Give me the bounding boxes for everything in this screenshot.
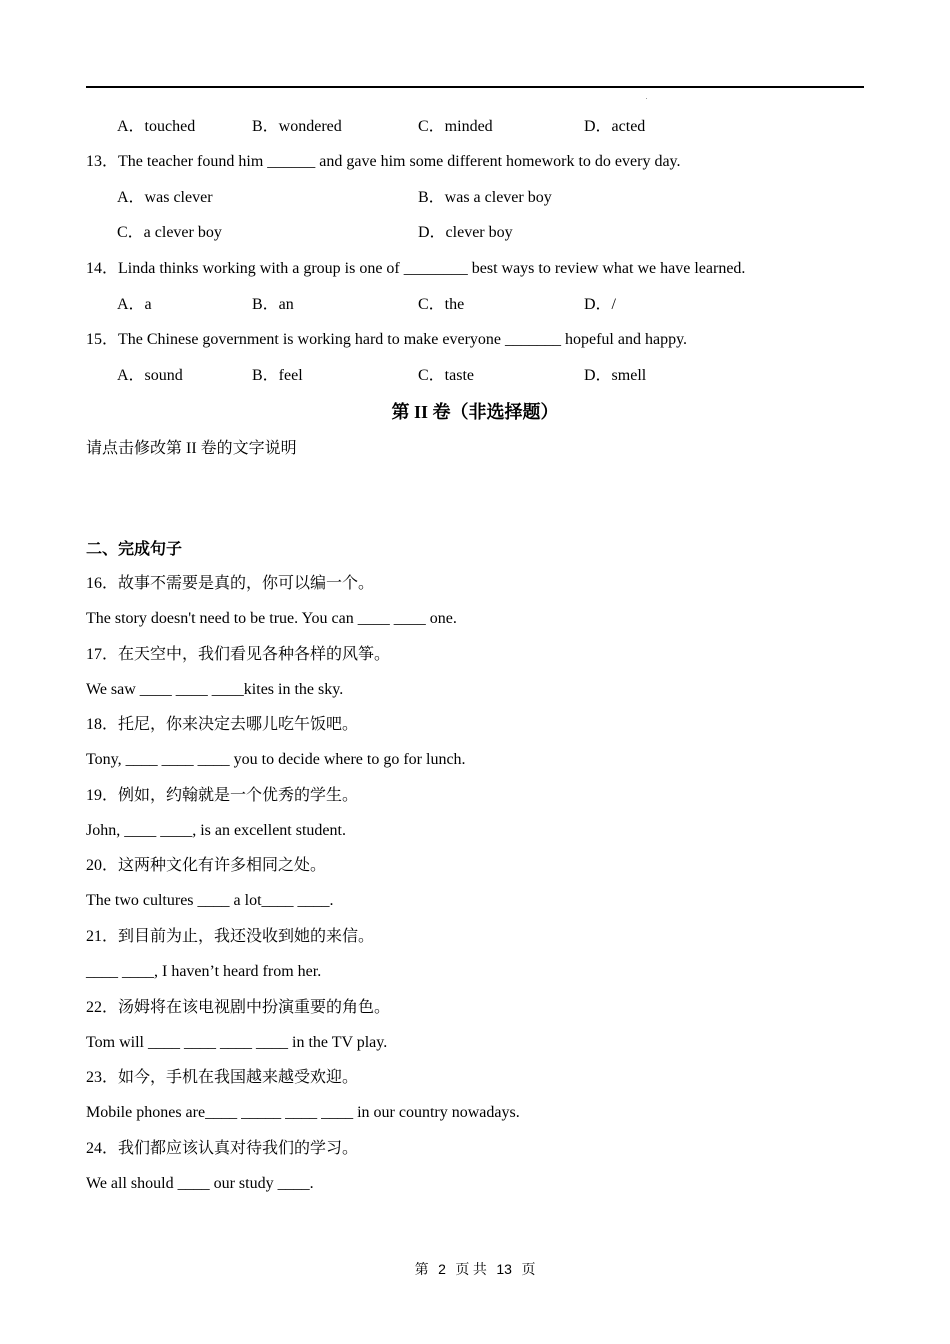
footer-prefix: 第 bbox=[414, 1263, 429, 1278]
q23-chinese: 23．如今，手机在我国越来越受欢迎。 bbox=[86, 1069, 359, 1086]
q16-english: The story doesn't need to be true. You can ____ ____ one. bbox=[86, 610, 457, 627]
section-heading: 二、完成句子 bbox=[86, 541, 183, 558]
q22-english: Tom will ____ ____ ____ ____ in the TV play. bbox=[86, 1034, 388, 1051]
q16-chinese: 16．故事不需要是真的，你可以编一个。 bbox=[86, 575, 375, 592]
q12-option-b: B．wondered bbox=[252, 118, 342, 135]
q23-english: Mobile phones are____ _____ ____ ____ in our country nowadays. bbox=[86, 1104, 520, 1121]
q15-option-a: A．sound bbox=[117, 367, 183, 384]
q21-english: ____ ____, I haven’t heard from her. bbox=[86, 963, 322, 980]
q20-english: The two cultures ____ a lot____ ____. bbox=[86, 892, 334, 909]
footer-suffix: 页 bbox=[521, 1263, 536, 1278]
q14-option-b: B．an bbox=[252, 296, 294, 313]
footer-page-number: 2 bbox=[438, 1261, 446, 1277]
section-note[interactable]: 请点击修改第 II 卷的文字说明 bbox=[86, 440, 297, 457]
q18-chinese: 18．托尼，你来决定去哪儿吃午饭吧。 bbox=[86, 716, 359, 733]
q22-chinese: 22．汤姆将在该电视剧中扮演重要的角色。 bbox=[86, 999, 391, 1016]
q13-option-a: A．was clever bbox=[117, 189, 213, 206]
q14-option-a: A．a bbox=[117, 296, 152, 313]
section-title: 第 II 卷（非选择题） bbox=[391, 402, 559, 422]
footer-total-pages: 13 bbox=[496, 1261, 512, 1277]
q21-chinese: 21．到目前为止，我还没收到她的来信。 bbox=[86, 928, 375, 945]
q15-option-b: B．feel bbox=[252, 367, 303, 384]
q13-option-c: C．a clever boy bbox=[117, 224, 222, 241]
q13-option-d: D．clever boy bbox=[418, 224, 513, 241]
q17-chinese: 17．在天空中，我们看见各种各样的风筝。 bbox=[86, 646, 391, 663]
q20-chinese: 20．这两种文化有许多相同之处。 bbox=[86, 857, 327, 874]
q19-english: John, ____ ____, is an excellent student. bbox=[86, 822, 346, 839]
q15-option-d: D．smell bbox=[584, 367, 647, 384]
page-footer bbox=[0, 1260, 950, 1280]
header-dot bbox=[646, 98, 647, 99]
q15-stem: 15．The Chinese government is working hard to make everyone _______ hopeful and happy. bbox=[86, 331, 688, 348]
q13-option-b: B．was a clever boy bbox=[418, 189, 552, 206]
q14-option-d: D．/ bbox=[584, 296, 617, 313]
q24-chinese: 24．我们都应该认真对待我们的学习。 bbox=[86, 1140, 359, 1157]
q12-option-c: C．minded bbox=[418, 118, 493, 135]
footer-middle: 页 共 bbox=[455, 1263, 487, 1278]
q19-chinese: 19．例如，约翰就是一个优秀的学生。 bbox=[86, 787, 359, 804]
q14-option-c: C．the bbox=[418, 296, 465, 313]
q18-english: Tony, ____ ____ ____ you to decide where to go for lunch. bbox=[86, 751, 466, 768]
q13-stem: 13．The teacher found him ______ and gave him some different homework to do every day. bbox=[86, 153, 681, 170]
q12-option-a: A．touched bbox=[117, 118, 196, 135]
q14-stem: 14．Linda thinks working with a group is one of ________ best ways to review what we have learned. bbox=[86, 260, 746, 277]
q12-option-d: D．acted bbox=[584, 118, 646, 135]
header-rule bbox=[86, 86, 864, 88]
q15-option-c: C．taste bbox=[418, 367, 474, 384]
q24-english: We all should ____ our study ____. bbox=[86, 1175, 314, 1192]
q17-english: We saw ____ ____ ____kites in the sky. bbox=[86, 681, 344, 698]
